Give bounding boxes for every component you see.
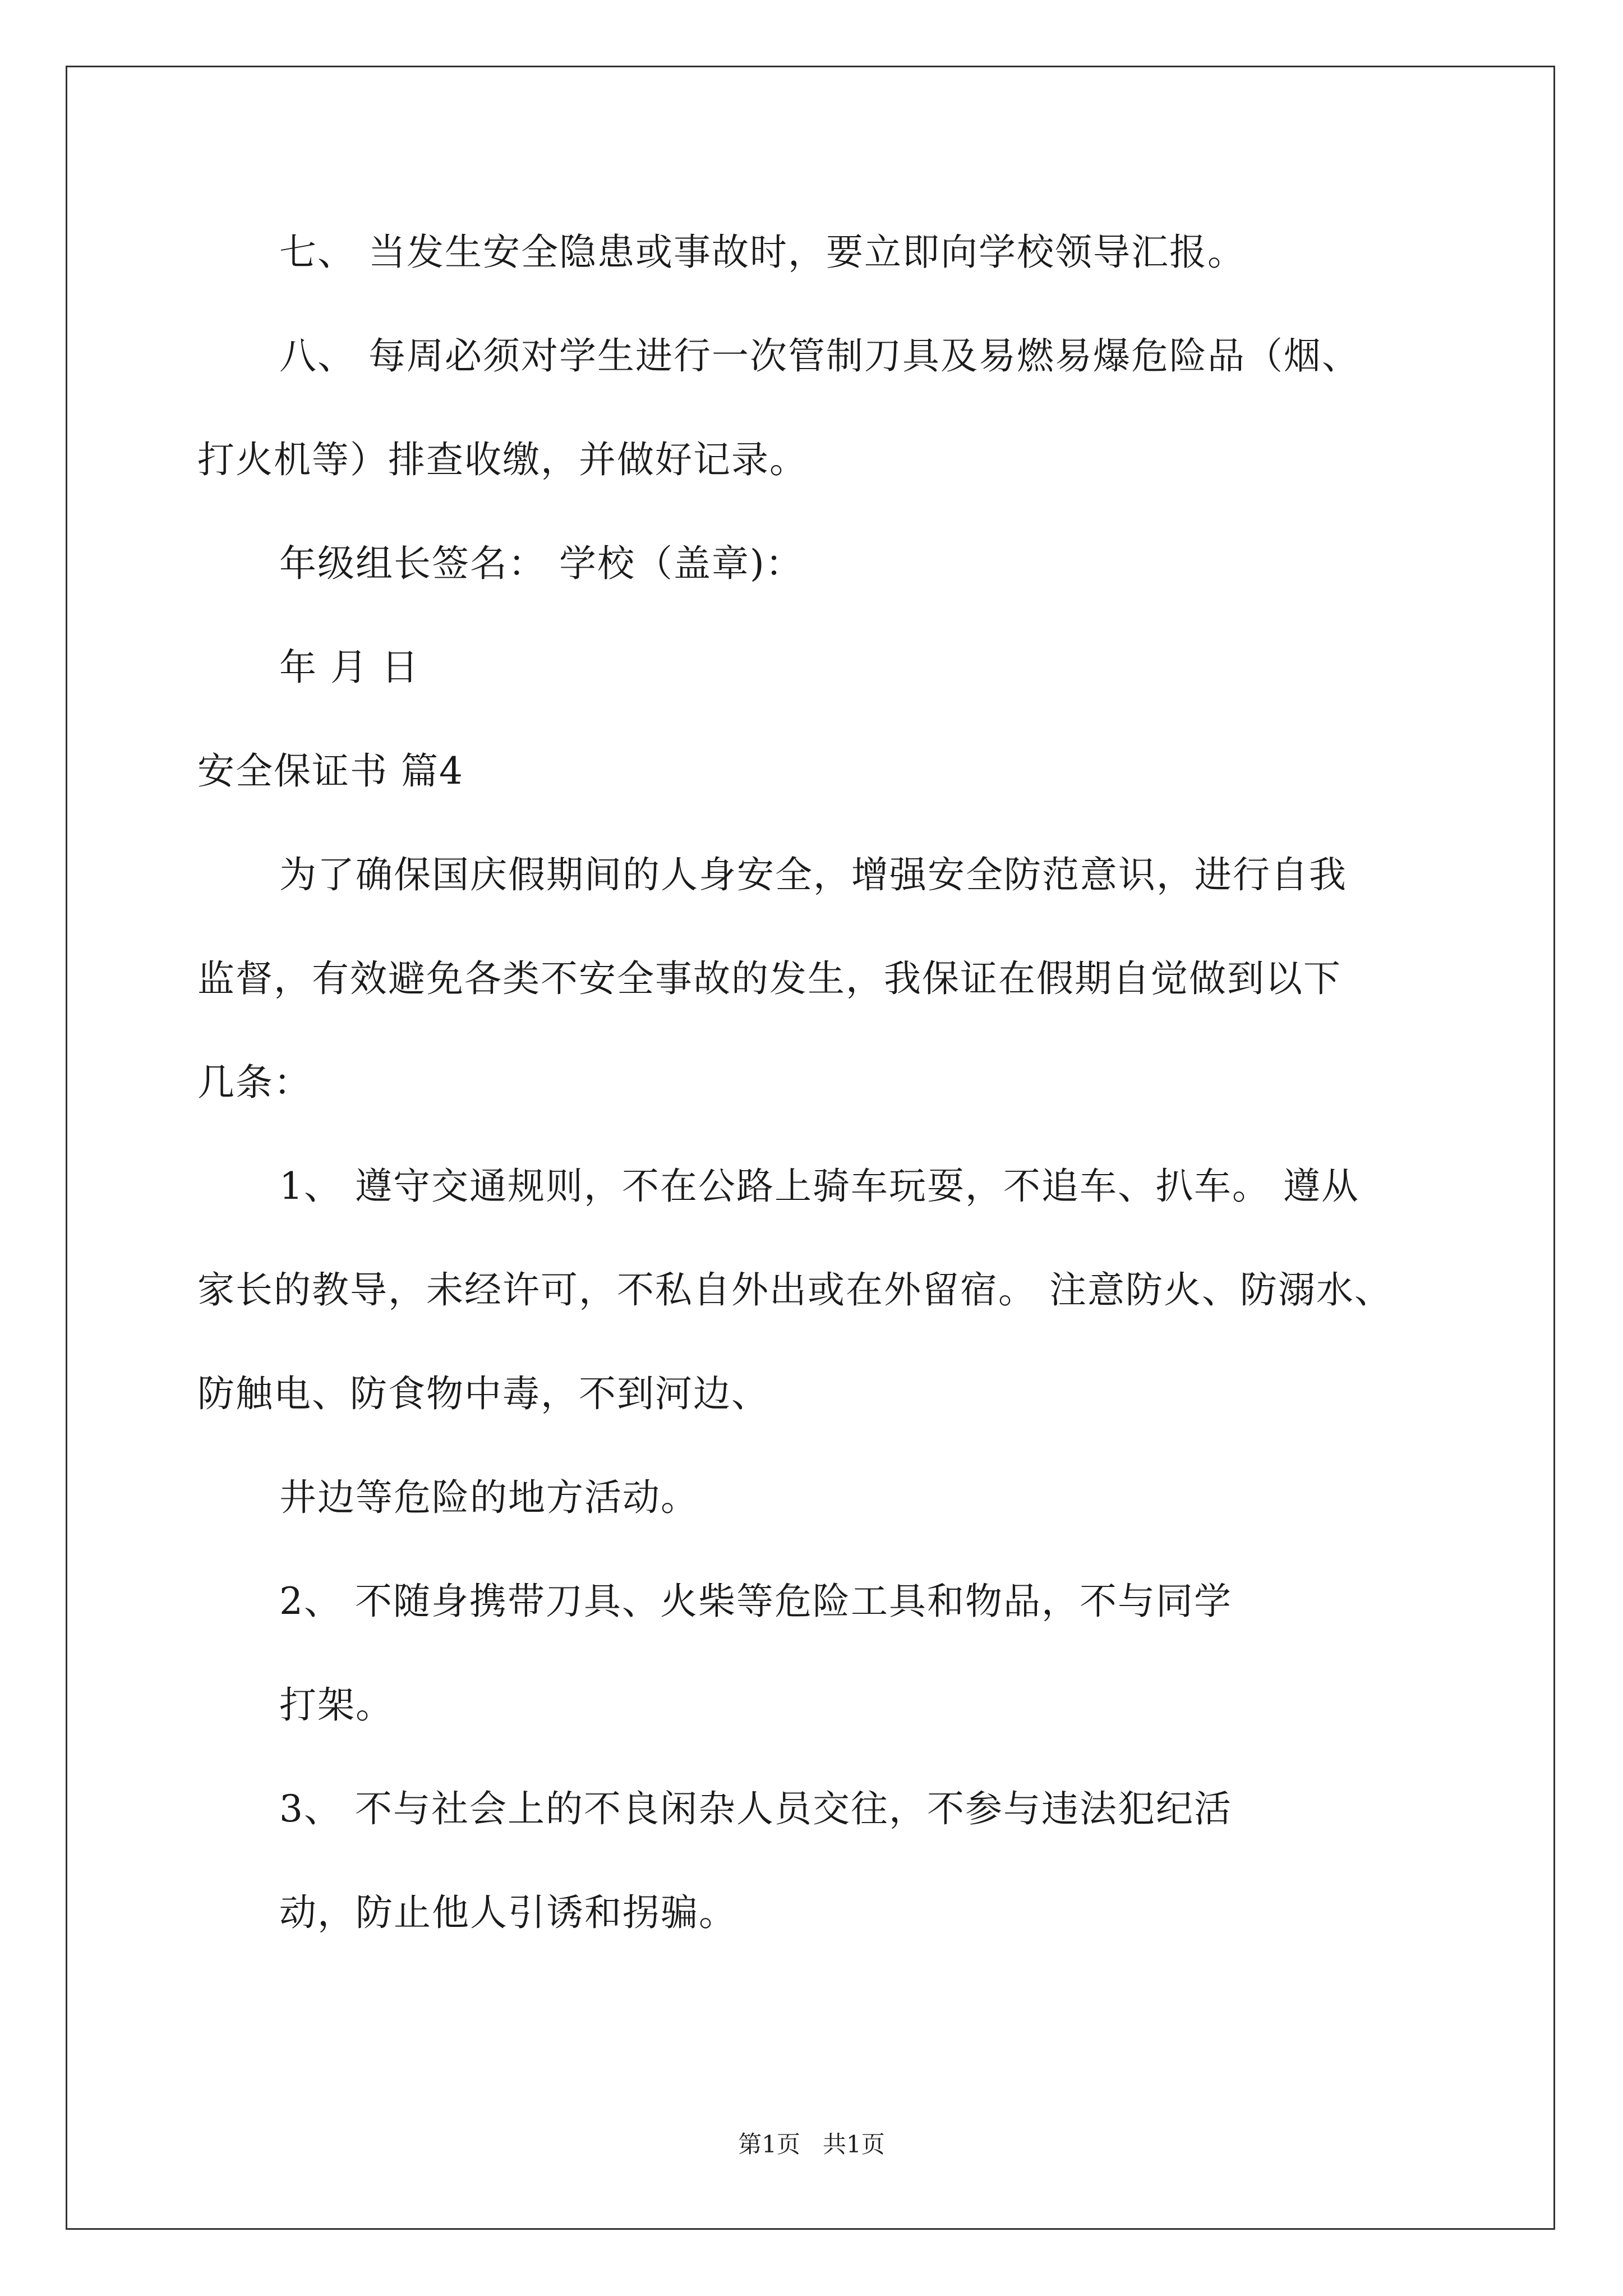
text-line-item-1-continued-2: 防触电、防食物中毒，不到河边、 — [197, 1372, 769, 1415]
text-line-item-7: 七、 当发生安全隐患或事故时，要立即向学校领导汇报。 — [279, 231, 1246, 274]
section-heading: 安全保证书 篇4 — [197, 749, 464, 793]
text-line-item-8-continued: 打火机等）排查收缴，并做好记录。 — [197, 438, 808, 481]
text-line-item-3: 3、 不与社会上的不良闲杂人员交往，不参与违法犯纪活 — [279, 1787, 1232, 1830]
text-line-item-2: 2、 不随身携带刀具、火柴等危险工具和物品，不与同学 — [279, 1580, 1232, 1623]
text-line-item-1: 1、 遵守交通规则，不在公路上骑车玩耍，不追车、扒车。 遵从 — [279, 1165, 1359, 1208]
text-line-item-8: 八、 每周必须对学生进行一次管制刀具及易燃易爆危险品（烟、 — [279, 334, 1360, 378]
text-line-item-2-continued: 打架。 — [279, 1683, 394, 1727]
text-line-intro-1: 为了确保国庆假期间的人身安全，增强安全防范意识，进行自我 — [279, 853, 1347, 896]
signature-line: 年级组长签名： 学校（盖章)： — [279, 542, 804, 585]
text-line-item-1-continued: 家长的教导，未经许可，不私自外出或在外留宿。 注意防火、防溺水、 — [197, 1268, 1393, 1312]
text-line-intro-2: 监督，有效避免各类不安全事故的发生，我保证在假期自觉做到以下 — [197, 957, 1341, 1000]
text-line-item-1-continued-3: 井边等危险的地方活动。 — [279, 1476, 699, 1519]
date-line: 年 月 日 — [279, 646, 419, 689]
page-footer: 第1页 共1页 — [738, 2131, 885, 2158]
text-line-item-3-continued: 动，防止他人引诱和拐骗。 — [279, 1891, 737, 1934]
text-line-intro-3: 几条： — [197, 1061, 312, 1104]
